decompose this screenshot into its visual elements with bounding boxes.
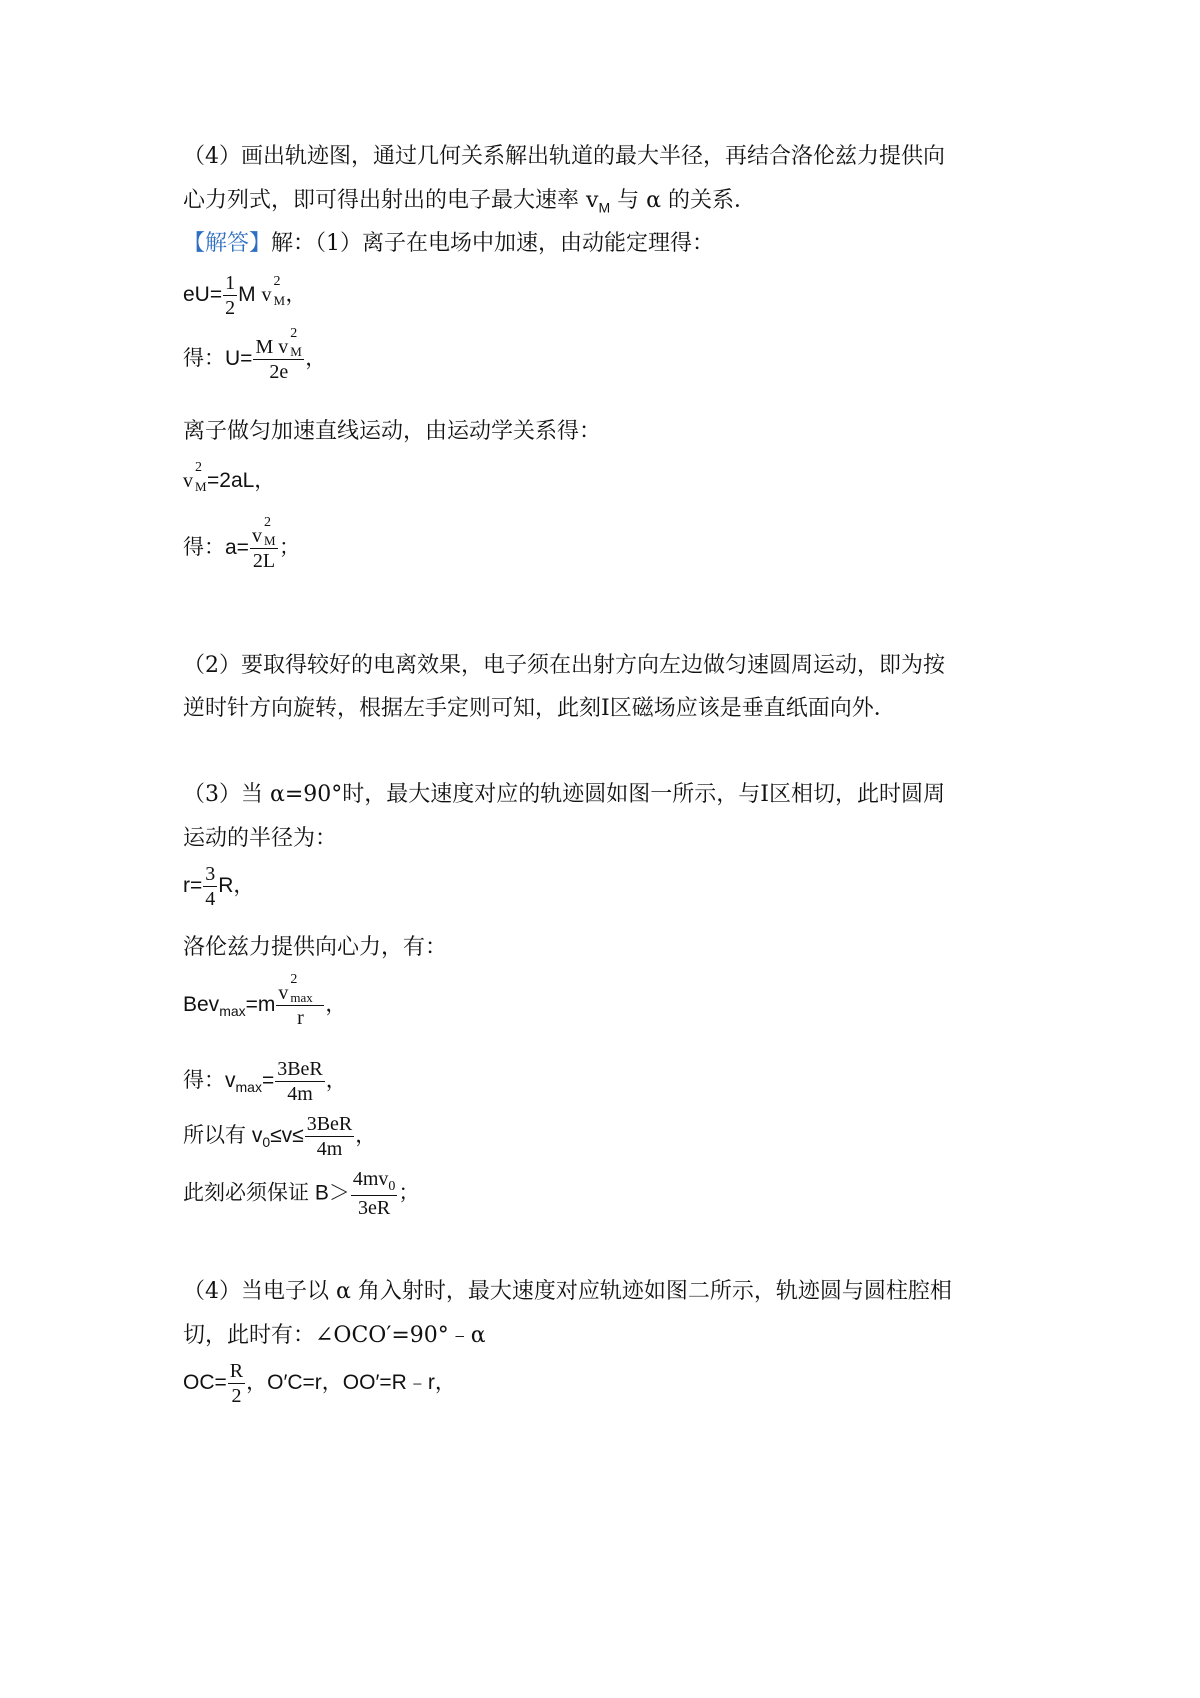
numerator	[253, 326, 304, 360]
v-symbol: v	[261, 284, 272, 307]
equation-9	[183, 1168, 419, 1219]
subscript: max	[235, 1079, 262, 1096]
subscript: max	[219, 1003, 246, 1020]
eq-text: OC=	[183, 1371, 227, 1395]
text-line	[183, 828, 337, 850]
text-line	[183, 146, 945, 168]
subscript: M	[195, 479, 207, 494]
fraction	[276, 972, 324, 1029]
paragraph-text: （2）要取得较好的电离效果，电子须在出射方向左边做匀速圆周运动，即为按	[183, 653, 945, 678]
fraction	[351, 1168, 398, 1219]
numerator	[276, 972, 324, 1006]
eq-text: M	[255, 336, 274, 358]
v-m-squared	[261, 274, 286, 309]
denominator: 3eR	[358, 1197, 391, 1220]
eq-text: ，O′C=r，OO′=R﹣r，	[246, 1371, 456, 1395]
denominator: 4m	[287, 1083, 313, 1105]
subscript: 0	[262, 1134, 271, 1151]
denominator: 2e	[269, 361, 289, 383]
equation-8	[183, 1113, 376, 1160]
eq-text: =2aL，	[207, 469, 276, 492]
fraction	[305, 1113, 355, 1160]
fraction	[223, 272, 237, 319]
eq-text: =m	[245, 993, 276, 1017]
punctuation: ，	[325, 1069, 347, 1093]
text-line	[183, 233, 714, 255]
fraction	[275, 1058, 325, 1105]
equation-3	[183, 460, 276, 494]
eq-text: 得：a=	[183, 536, 249, 560]
v-m-squared	[183, 460, 207, 494]
paragraph-text: （3）当 α=90°时，最大速度对应的轨迹圆如图一所示，与Ⅰ区相切，此时圆周	[183, 782, 945, 807]
eq-text: 得：v	[183, 1069, 236, 1093]
paragraph-text: 与 α 的关系．	[610, 188, 756, 213]
equation-4	[183, 515, 300, 572]
numerator: 1	[225, 272, 236, 294]
exponent: 2	[290, 326, 298, 341]
subscript: M	[273, 293, 286, 309]
equation-7	[183, 1058, 347, 1105]
eq-text: r=	[183, 874, 203, 898]
v-max-squared	[278, 972, 322, 1005]
paragraph-text: 解：（1）离子在电场中加速，由动能定理得：	[271, 231, 715, 256]
denominator: 4m	[316, 1138, 343, 1160]
v-m-squared	[278, 326, 302, 359]
subscript: M	[598, 199, 611, 216]
punctuation: ，	[325, 993, 347, 1017]
exponent: 2	[290, 972, 298, 987]
v-m-squared	[251, 515, 276, 548]
eq-text: ≤v≤	[270, 1124, 304, 1148]
eq-text: M	[238, 283, 256, 307]
numerator: 3BeR	[306, 1113, 353, 1135]
fraction	[203, 863, 217, 910]
denominator: r	[297, 1007, 304, 1029]
text-line	[183, 1325, 486, 1347]
subscript: 0	[388, 1179, 396, 1194]
eq-text: 此刻必须保证 B＞	[183, 1181, 350, 1205]
fraction	[228, 1360, 245, 1407]
numerator: R	[229, 1360, 244, 1382]
paragraph-text: 心力列式，即可得出射出的电子最大速率 v	[183, 188, 599, 213]
fraction	[253, 326, 304, 383]
paragraph-text: 运动的半径为：	[183, 826, 338, 851]
text-line	[183, 421, 601, 443]
text-line	[183, 784, 945, 806]
answer-label: 【解答】	[183, 231, 272, 256]
denominator: 2L	[252, 550, 276, 572]
equation-6	[183, 972, 347, 1029]
v-symbol: v	[251, 525, 262, 547]
eq-text: Bev	[183, 993, 220, 1017]
fraction	[250, 515, 278, 572]
paragraph-text: （4）当电子以 α 角入射时，最大速度对应轨迹如图二所示，轨迹圆与圆柱腔相	[183, 1279, 952, 1304]
paragraph-text: 切，此时有：∠OCO′=90°﹣α	[183, 1323, 486, 1348]
text-line	[183, 937, 447, 959]
equation-10	[183, 1360, 456, 1407]
numerator	[250, 515, 278, 549]
equation-5	[183, 863, 254, 910]
eq-text: =	[261, 1069, 275, 1093]
eq-text: eU=	[183, 283, 223, 307]
v-symbol: v	[278, 982, 289, 1004]
text-line	[183, 190, 756, 214]
equation-2	[183, 326, 327, 383]
punctuation: ，	[305, 347, 327, 371]
punctuation: ，	[355, 1124, 377, 1148]
paragraph-text: 洛伦兹力提供向心力，有：	[183, 935, 448, 960]
text-line	[183, 698, 896, 720]
denominator: 2	[225, 297, 236, 319]
equation-1	[183, 272, 306, 319]
paragraph-text: （4）画出轨迹图，通过几何关系解出轨道的最大半径，再结合洛伦兹力提供向	[183, 144, 945, 169]
punctuation: ，	[285, 283, 307, 307]
v-symbol: v	[183, 470, 193, 492]
denominator: 2	[231, 1385, 242, 1407]
subscript: M	[290, 344, 302, 359]
punctuation: ；	[398, 1181, 420, 1205]
subscript: max	[290, 990, 313, 1005]
text-line	[183, 655, 945, 677]
punctuation: ；	[278, 536, 300, 560]
denominator: 4	[205, 888, 216, 910]
numerator	[351, 1168, 398, 1196]
paragraph-text: 逆时针方向旋转，根据左手定则可知，此刻Ⅰ区磁场应该是垂直纸面向外．	[183, 696, 896, 721]
eq-text: 得：U=	[183, 347, 253, 371]
eq-text: 4mv	[352, 1168, 389, 1190]
exponent: 2	[273, 274, 281, 290]
v-symbol: v	[278, 336, 289, 358]
eq-text: 所以有 v	[183, 1124, 263, 1148]
text-line	[183, 1281, 952, 1303]
subscript: M	[263, 533, 276, 548]
exponent: 2	[195, 460, 202, 475]
numerator: 3	[205, 863, 216, 885]
eq-text: R，	[218, 874, 255, 898]
paragraph-text: 离子做匀加速直线运动，由运动学关系得：	[183, 419, 602, 444]
numerator: 3BeR	[277, 1058, 323, 1080]
exponent: 2	[263, 515, 271, 530]
